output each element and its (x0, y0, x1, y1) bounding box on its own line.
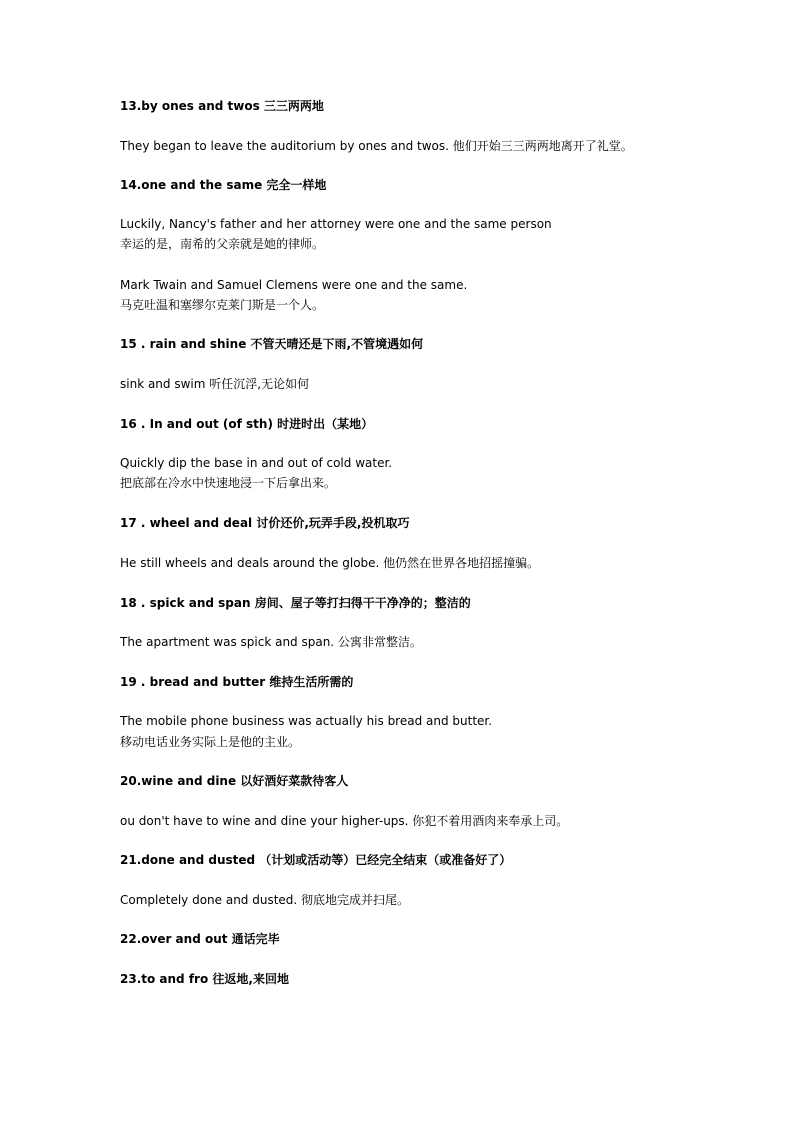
entry-16-translation: 把底部在冷水中快速地浸一下后拿出来。 (120, 476, 337, 490)
entry-16-heading: 16 . In and out (of sth) 时进时出（某地） (120, 417, 374, 431)
entry-17-heading: 17 . wheel and deal 讨价还价,玩弄手段,投机取巧 (120, 516, 410, 530)
entry-14-example-2: Mark Twain and Samuel Clemens were one and the same. (120, 278, 468, 292)
entry-16-example: Quickly dip the base in and out of cold water. (120, 456, 393, 470)
entry-14-translation-2: 马克吐温和塞缪尔克莱门斯是一个人。 (120, 298, 325, 312)
entry-18-example: The apartment was spick and span. 公寓非常整洁。 (120, 635, 422, 649)
entry-19-example: The mobile phone business was actually his bread and butter. (120, 714, 493, 728)
entry-18-heading: 18 . spick and span 房间、屋子等打扫得干干净净的；整洁的 (120, 596, 471, 610)
entry-21-example: Completely done and dusted. 彻底地完成并扫尾。 (120, 893, 410, 907)
entry-13-example: They began to leave the auditorium by ones and twos. 他们开始三三两两地离开了礼堂。 (120, 139, 633, 153)
entry-21-heading: 21.done and dusted （计划或活动等）已经完全结束（或准备好了） (120, 853, 512, 867)
entry-14-translation-1: 幸运的是，南希的父亲就是她的律师。 (120, 237, 325, 251)
entry-15-example: sink and swim 听任沉浮,无论如何 (120, 377, 310, 391)
entry-14-heading: 14.one and the same 完全一样地 (120, 178, 327, 192)
entry-13-heading: 13.by ones and twos 三三两两地 (120, 99, 324, 113)
entry-22-heading: 22.over and out 通话完毕 (120, 932, 280, 946)
entry-14-example-1: Luckily, Nancy's father and her attorney were one and the same person (120, 217, 552, 231)
entry-23-heading: 23.to and fro 往返地,来回地 (120, 972, 289, 986)
entry-19-translation: 移动电话业务实际上是他的主业。 (120, 735, 301, 749)
entry-19-heading: 19 . bread and butter 维持生活所需的 (120, 675, 354, 689)
entry-20-heading: 20.wine and dine 以好酒好菜款待客人 (120, 774, 349, 788)
entry-20-example: ou don't have to wine and dine your higher-ups. 你犯不着用酒肉来奉承上司。 (120, 814, 569, 828)
entry-15-heading: 15 . rain and shine 不管天晴还是下雨,不管境遇如何 (120, 337, 424, 351)
entry-17-example: He still wheels and deals around the globe. 他仍然在世界各地招摇撞骗。 (120, 556, 540, 570)
